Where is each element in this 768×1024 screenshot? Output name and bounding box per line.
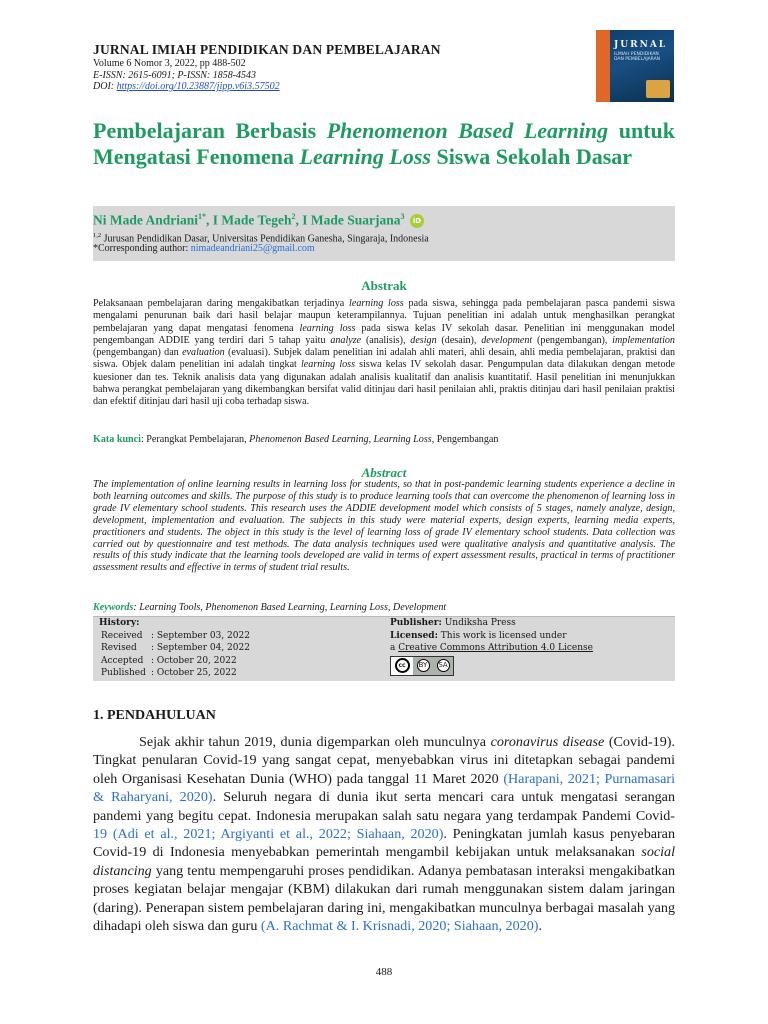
keyword-italic: Learning Loss (373, 434, 432, 445)
license-line (390, 642, 670, 655)
sa-icon (433, 657, 453, 675)
history-key: Received (101, 630, 143, 641)
kata-kunci-label: Kata kunci (93, 434, 141, 445)
citation-link[interactable]: (A. Rachmat & I. Krisnadi, 2020; Siahaan, 2020) (260, 918, 539, 935)
doi-line (93, 81, 573, 93)
doi-prefix: DOI: (93, 81, 117, 92)
abstrak-italic: implementation (612, 334, 675, 346)
title-text: untuk Mengatasi Fenomena (93, 118, 675, 169)
abstrak-italic: learning loss (299, 322, 356, 334)
issn-line: E-ISSN: 2615-6091; P-ISSN: 1858-4543 (93, 69, 257, 81)
author-name: , I Made Suarjana (295, 212, 401, 228)
article-title (93, 118, 675, 170)
publisher-line (390, 617, 670, 630)
licensed-label: Licensed: (390, 630, 438, 641)
abstrak-text: pada siswa kelas IV sekolah dasar. Penelitian ini menggunakan model pengembangan ADDIE yang terdiri dari 5 tahap yaitu (93, 322, 675, 346)
abstrak-text: (pengembangan), (532, 334, 613, 346)
history-row (99, 667, 369, 680)
abstract-body: The implementation of online learning results in learning loss for students, so that in post-pandemic learning students experience a decline in both learning outcomes and skills. The purpose of this study is to produce learning tools that can overcome the phenomenon of learning loss in grade IV elementary school students. This research uses the ADDIE development model which consists of 5 stages, namely analyze, design, development, implementation and evaluation. The subjects in this study were material experts, design experts, learning media experts, practitioners and students. The object in this study is the level of learning loss of grade IV elementary school students. Data collection was carried out by questionnaire and test methods. The data analysis techniques used were qualitative analysis and quantitative analysis. The results of this study indicate that the learning tools developed are valid in terms of expert assessment results, practical in terms of practitioner assessment results and effective in terms of student trial results. (93, 479, 675, 574)
abstrak-text: (desain), (436, 334, 482, 346)
author-sup: 3 (400, 212, 405, 221)
history-value: : October 25, 2022 (151, 668, 237, 678)
keyword-text: , Pengembangan (431, 434, 499, 445)
publisher-label: Publisher: (390, 618, 442, 628)
abstrak-text: pada siswa, sehingga pada pembelajaran pasca pandemi siswa mengalami penurunan baik dari hasil belajar maupun keterampilannya. Tujuan penelitian ini adalah untuk menghasilkan perangkat pembelajaran yang dapat mengatasi fenomena (93, 298, 676, 334)
body-text: . Peningkatan jumlah kasus penyebaran Covid-19 di Indonesia menyebabkan pemerintah mengambil kebijakan untuk melaksanakan (93, 826, 675, 861)
title-text: Siswa Sekolah Dasar (430, 144, 633, 169)
abstrak-body (93, 298, 675, 409)
author-name: , I Made Tegeh (206, 212, 292, 228)
abstrak-italic: design (410, 334, 437, 346)
history-row (99, 642, 369, 655)
licensed-text: This work is licensed under (437, 630, 567, 641)
cover-stripe (596, 30, 610, 102)
body-text: . Seluruh negara di dunia ikut serta mencari cara untuk mengatasi serangan pandemi yang begitu cepat. Indonesia merupakan salah satu negara yang terdampak Pandemi Covid- (93, 789, 675, 824)
title-italic: Phenomenon Based Learning (326, 118, 609, 143)
author-sup: 1* (198, 212, 207, 221)
keywords (93, 602, 675, 614)
abstrak-text: siswa kelas IV sekolah dasar. Pengumpulan data dilakukan dengan metode kuesioner dan tes. Teknik analisis data yang digunakan adalah analisis kualitatif dan analisis kuantitatif. Hasil penelitian ini menunjukkan bahwa perangkat pembelajaran yang dikembangkan bersifat valid ditinjau dari hasil penilaian ahli, praktis ditinjau dari hasil penilaian praktisi dan efektif ditinjau dari hasil uji coba terhadap siswa. (93, 359, 676, 408)
author-name: Ni Made Andriani (93, 212, 199, 228)
body-text: (Covid-19). Tingkat penularan Covid-19 yang sangat cepat, menyebabkan virus ini ditetapkan sebagai pandemi oleh Organisasi Kesehatan Dunia (WHO) pada tanggal 11 Maret 2020 (93, 734, 675, 787)
body-italic: coronavirus disease (490, 734, 605, 750)
cover-title: JURNAL (614, 40, 668, 50)
keyword-text: : Perangkat Pembelajaran, (140, 434, 250, 445)
introduction-paragraph (93, 733, 675, 935)
title-italic: Learning Loss (299, 144, 431, 169)
history-value: : September 03, 2022 (151, 630, 250, 641)
abstrak-italic: learning loss (349, 298, 404, 309)
abstrak-italic: evaluation (182, 347, 225, 359)
history-key: Published (101, 668, 146, 678)
abstrak-text: (pengembangan) dan (93, 347, 183, 359)
by-icon-text: BY (417, 659, 430, 672)
body-text: yang tentu mempengaruhi proses pendidikan. Adanya pembatasan interaksi mengakibatkan proses kegiatan belajar mengajar (KBM) dilakukan dari rumah menggunakan sistem dalam jaringan (daring). Penerapan sistem pembelajaran daring ini, mengakibatkan munculnya berbagai masalah yang dihadapi oleh siswa dan guru (93, 862, 675, 935)
corr-email-link[interactable]: nimadeandriani25@gmail.com (190, 243, 315, 254)
licensed-line (390, 630, 670, 643)
section-heading: 1. PENDAHULUAN (93, 708, 216, 723)
keywords-text: : Learning Tools, Phenomenon Based Learning, Learning Loss, Development (133, 602, 447, 613)
corr-label: *Corresponding author: (93, 243, 191, 254)
author-list (93, 208, 424, 230)
affiliation-sup: 1,2 (93, 232, 102, 239)
keyword-text: , (368, 434, 374, 445)
orcid-icon[interactable]: iD (410, 214, 424, 228)
history-value: : September 04, 2022 (151, 643, 250, 653)
journal-name: JURNAL IMIAH PENDIDIKAN DAN PEMBELAJARAN (93, 42, 441, 57)
by-icon (413, 657, 433, 675)
abstract-heading: Abstract (361, 465, 407, 480)
sa-icon-text: SA (437, 659, 450, 672)
citation-link[interactable]: (Harapani, 2021; Purnamasari & Raharyani, 2020) (93, 770, 675, 806)
cover-subtitle: ILMIAH PENDIDIKAN DAN PEMBELAJARAN (614, 52, 661, 62)
history-column (99, 617, 369, 680)
cc-icon (391, 657, 413, 675)
history-row (99, 630, 369, 643)
cc-by-sa-badge[interactable] (390, 656, 454, 676)
corresponding-author (93, 243, 315, 255)
article-history-box (93, 616, 675, 681)
cc-icon-text: cc (395, 658, 410, 673)
cover-book-illustration (646, 80, 670, 98)
abstrak-italic: development (481, 334, 533, 346)
body-italic: social distancing (93, 844, 675, 879)
affiliation-text: Jurusan Pendidikan Dasar, Universitas Pendidikan Ganesha, Singaraja, Indonesia (101, 233, 429, 245)
keywords-label: Keywords (93, 602, 134, 613)
history-key: Accepted (101, 655, 144, 666)
history-value: : October 20, 2022 (151, 655, 237, 666)
citation-link[interactable]: 19 (Adi et al., 2021; Argiyanti et al., 2022; Siahaan, 2020) (93, 826, 444, 843)
history-label: History: (99, 618, 140, 628)
volume-line: Volume 6 Nomor 3, 2022, pp 488-502 (93, 58, 246, 69)
abstrak-text: (analisis), (361, 334, 411, 346)
abstrak-italic: learning loss (301, 359, 356, 371)
author-block (93, 206, 675, 261)
abstrak-text: Pelaksanaan pembelajaran daring mengakibatkan terjadinya (93, 298, 350, 309)
kata-kunci (93, 434, 675, 446)
publisher-column (390, 617, 670, 676)
journal-header (93, 42, 573, 93)
license-link[interactable]: Creative Commons Attribution 4.0 License (398, 643, 593, 653)
title-text: Pembelajaran Berbasis (93, 118, 327, 143)
history-key: Revised (101, 643, 137, 653)
body-text: Sejak akhir tahun 2019, dunia digemparkan oleh munculnya (139, 734, 491, 750)
license-prefix: a (390, 643, 399, 653)
journal-cover-image (596, 30, 674, 102)
author-sup: 2 (291, 212, 296, 221)
doi-link[interactable]: https://doi.org/10.23887/jipp.v6i3.57502 (116, 81, 280, 92)
abstrak-heading: Abstrak (361, 278, 407, 293)
abstrak-italic: analyze (330, 334, 362, 346)
history-row (99, 655, 369, 668)
keyword-italic: Phenomenon Based Learning (249, 434, 369, 445)
abstrak-text: (evaluasi). Subjek dalam penelitian ini adalah ahli materi, ahli desain, ahli media pembelajaran, praktisi dan siswa. Objek dalam penelitian ini adalah tingkat (93, 347, 675, 371)
body-text: . (538, 918, 542, 935)
page-number: 488 (375, 966, 393, 978)
publisher-name: Undiksha Press (441, 618, 516, 628)
